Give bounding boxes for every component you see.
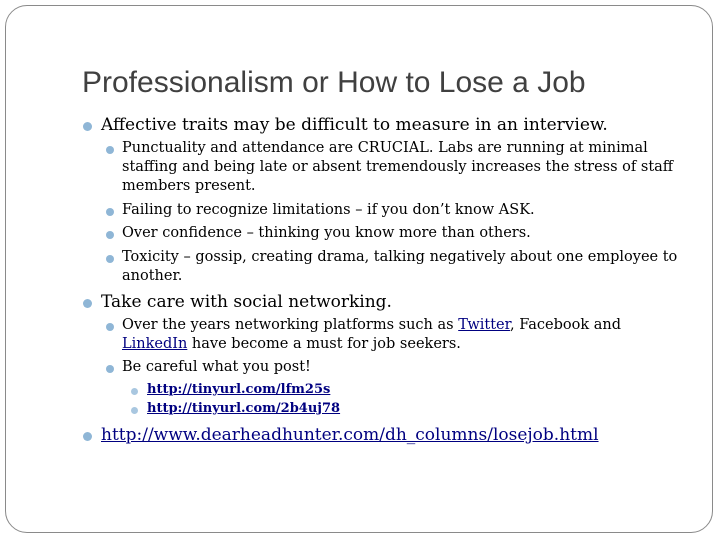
bullet-icon — [106, 208, 114, 216]
bullet-icon — [131, 407, 138, 414]
bullet-be-careful: Be careful what you post! — [122, 359, 311, 375]
bullet-icon — [131, 388, 138, 395]
bullet-toxicity-line-1: Toxicity – gossip, creating drama, talking negatively about one employee to — [122, 249, 678, 265]
bullet-icon — [106, 255, 114, 263]
bullet-icon — [106, 146, 114, 154]
bullet-icon — [106, 365, 114, 373]
linkedin-link[interactable]: LinkedIn — [122, 336, 188, 352]
platforms-text-post: , Facebook and — [509, 317, 622, 333]
bullet-social-networking: Take care with social networking. — [101, 292, 392, 312]
twitter-link[interactable]: Twitter — [458, 317, 510, 333]
dearheadhunter-link[interactable]: http://www.dearheadhunter.com/dh_columns/losejob.html — [101, 425, 599, 445]
bullet-icon — [106, 231, 114, 239]
tinyurl-link-1[interactable]: http://tinyurl.com/lfm25s — [147, 382, 331, 397]
slide-title: Professionalism or How to Lose a Job — [82, 66, 586, 99]
bullet-affective-traits: Affective traits may be difficult to measure in an interview. — [101, 115, 608, 135]
bullet-over-confidence: Over confidence – thinking you know more than others. — [122, 225, 531, 241]
platforms-text-end: have become a must for job seekers. — [187, 336, 461, 352]
bullet-platforms-line-2 — [122, 336, 461, 352]
bullet-limitations: Failing to recognize limitations – if you don’t know ASK. — [122, 202, 535, 218]
bullet-punctuality-line-1: Punctuality and attendance are CRUCIAL. Labs are running at minimal — [122, 140, 648, 156]
bullet-toxicity-line-2: another. — [122, 268, 183, 284]
bullet-punctuality-line-3: members present. — [122, 178, 256, 194]
platforms-text-pre: Over the years networking platforms such as — [122, 317, 459, 333]
tinyurl-link-2[interactable]: http://tinyurl.com/2b4uj78 — [147, 401, 341, 416]
bullet-icon — [83, 299, 92, 308]
bullet-icon — [106, 323, 114, 331]
bullet-punctuality-line-2: staffing and being late or absent tremendously increases the stress of staff — [122, 159, 674, 175]
bullet-platforms-line-1 — [122, 317, 621, 333]
bullet-icon — [83, 122, 92, 131]
bullet-icon — [83, 432, 92, 441]
